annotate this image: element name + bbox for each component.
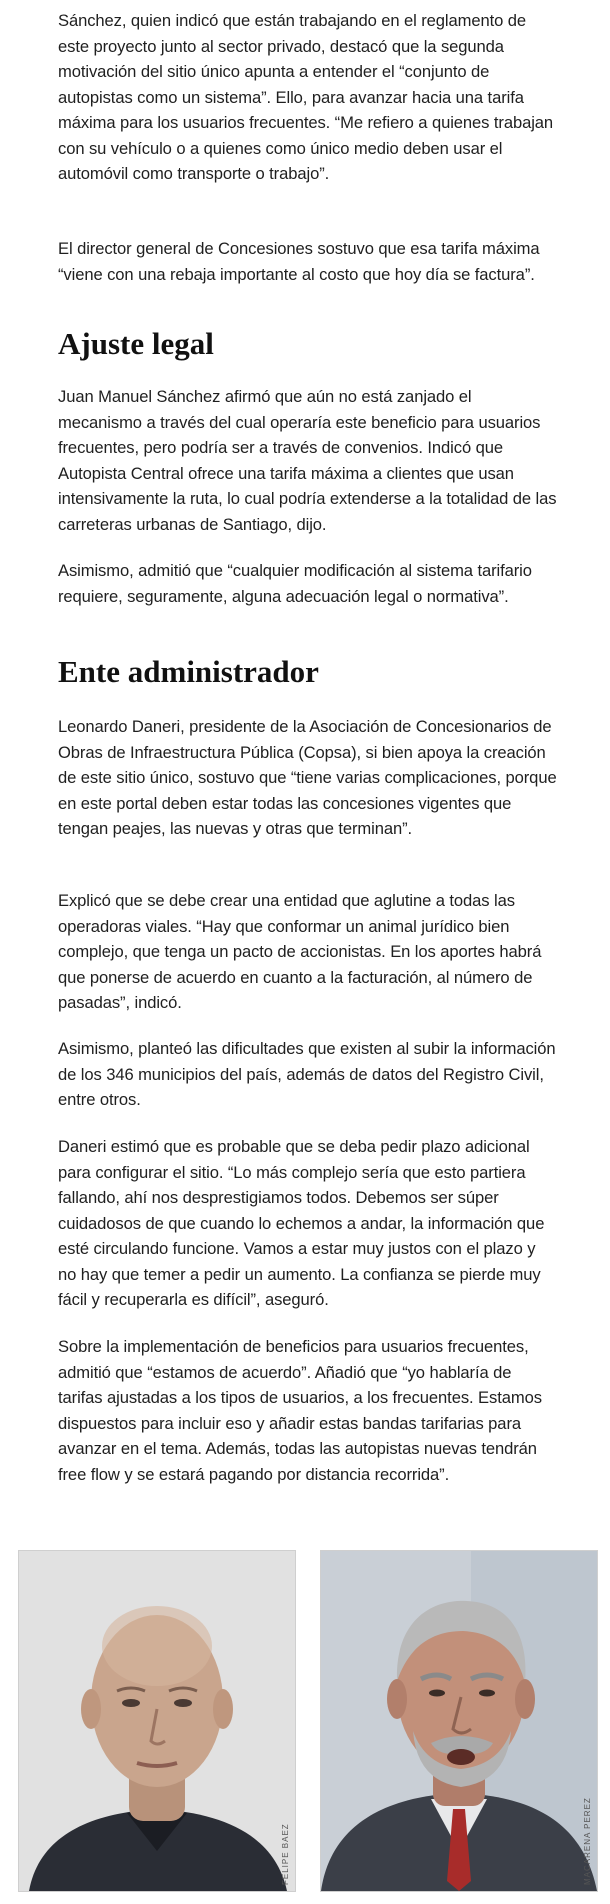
heading-text: Ente administrador [58,654,319,689]
heading-text: Ajuste legal [58,326,214,361]
section-heading-ente-administrador [58,654,558,690]
paragraph-text: El director general de Concesiones sostuvo que esa tarifa máxima “viene con una rebaja importante al costo que hoy día se factura”. [58,239,540,284]
portrait-image [19,1551,295,1891]
paragraph-text: Leonardo Daneri, presidente de la Asociación de Concesionarios de Obras de Infraestructura Pública (Copsa), si bien apoya la creación de este sitio único, sostuvo que “tiene varias complicaciones, porque en este portal deben estar todas las concesiones vigentes que tengan peajes, las nuevas y otras que terminan”. [58,717,557,838]
article-paragraph [58,1134,558,1313]
paragraph-text: Sánchez, quien indicó que están trabajando en el reglamento de este proyecto junto al sector privado, destacó que la segunda motivación del sitio único apunta a entender el “conjunto de autopistas como un sistema”. Ello, para avanzar hacia una tarifa máxima para los usuarios frecuentes. “Me refiero a quienes trabajan con su vehículo o a quienes como único medio deben usar el automóvil como transporte o trabajo”. [58,11,554,183]
article-paragraph [58,8,558,187]
paragraph-text: Asimismo, admitió que “cualquier modificación al sistema tarifario requiere, seguramente, alguna adecuación legal o normativa”. [58,561,532,606]
article-paragraph [58,1036,558,1113]
paragraph-text: Asimismo, planteó las dificultades que existen al subir la información de los 346 municipios del país, además de datos del Registro Civil, entre otros. [58,1039,556,1109]
article-paragraph [58,888,558,1016]
photo-juan-manuel-sanchez [320,1550,598,1892]
article-paragraph [58,714,558,842]
photo-leonardo-daneri [18,1550,296,1892]
paragraph-text: Daneri estimó que es probable que se deba pedir plazo adicional para configurar el sitio. “Lo más complejo sería que esto partiera fallando, ahí nos desprestigiamos todos. Debemos ser súper cuidadosos de que cuando lo echemos a andar, la información que esté circulando funcione. Vamos a estar muy justos con el plazo y no hay que temer a pedir un aumento. La confianza se pierde muy fácil y recuperarla es difícil”, aseguró. [58,1137,545,1309]
article-paragraph [58,558,558,609]
paragraph-text: Sobre la implementación de beneficios para usuarios frecuentes, admitió que “estamos de acuerdo”. Añadió que “yo hablaría de tarifas ajustadas a los tipos de usuarios, a los frecuentes. Estamos dispuestos para incluir eso y añadir estas bandas tarifarias para avanzar en el tema. Además, todas las autopistas nuevas tendrán free flow y se estará pagando por distancia recorrida”. [58,1337,542,1484]
article-paragraph [58,1334,558,1487]
paragraph-text: Explicó que se debe crear una entidad que aglutine a todas las operadoras viales. “Hay que conformar un animal jurídico bien complejo, que tenga un pacto de accionistas. En los aportes habrá que ponerse de acuerdo en cuanto a la facturación, al número de pasadas”, indicó. [58,891,542,1012]
photo-credit: MACARENA PEREZ [583,1797,592,1885]
paragraph-text: Juan Manuel Sánchez afirmó que aún no está zanjado el mecanismo a través del cual operaría este beneficio para usuarios frecuentes, pero podría ser a través de convenios. Indicó que Autopista Central ofrece una tarifa máxima a clientes que usan intensivamente la ruta, lo cual podría extenderse a la totalidad de las carreteras urbanas de Santiago, dijo. [58,387,557,534]
section-heading-ajuste-legal [58,326,558,362]
article-paragraph [58,236,558,287]
portrait-image [321,1551,597,1891]
article-paragraph [58,384,558,537]
photo-credit: FELIPE BAEZ [281,1823,290,1885]
